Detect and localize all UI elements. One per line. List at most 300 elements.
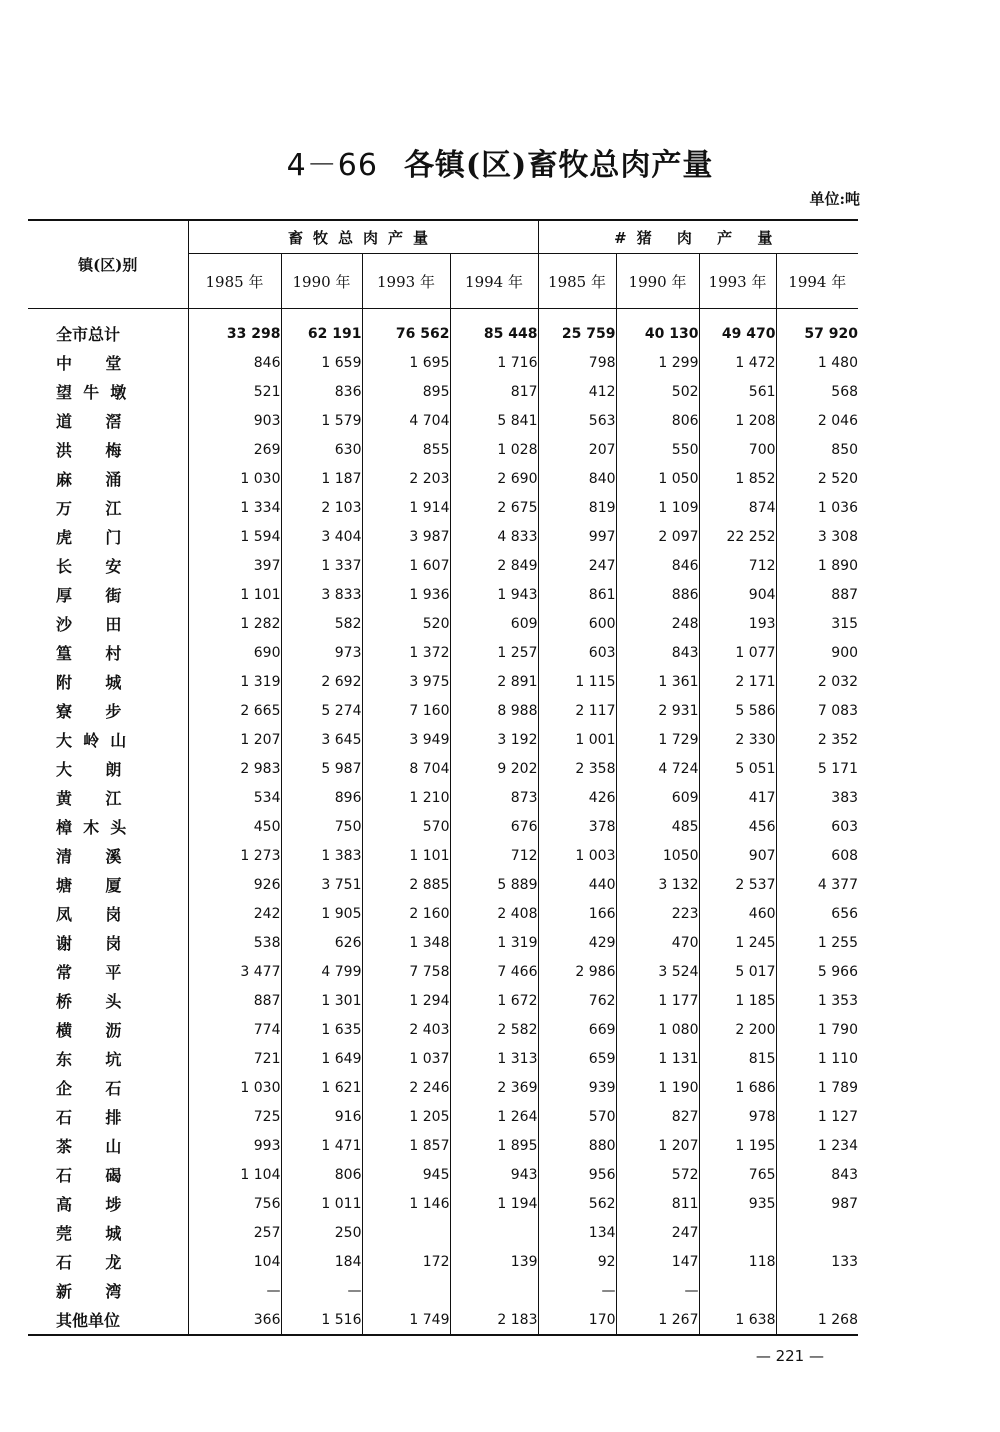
value-cell: 1 028 bbox=[450, 435, 538, 464]
table-row bbox=[28, 1305, 858, 1335]
region-name: 高 埗 bbox=[56, 1195, 122, 1214]
value-cell: 956 bbox=[538, 1160, 616, 1189]
value-cell: 582 bbox=[281, 609, 362, 638]
value-cell: 1 115 bbox=[538, 667, 616, 696]
value-cell: 1 348 bbox=[362, 928, 450, 957]
value-cell: 250 bbox=[281, 1218, 362, 1247]
value-cell: — bbox=[188, 1276, 281, 1305]
value-cell: 538 bbox=[188, 928, 281, 957]
value-cell: 563 bbox=[538, 406, 616, 435]
value-cell: 562 bbox=[538, 1189, 616, 1218]
value-cell: 5 586 bbox=[699, 696, 776, 725]
value-cell: 57 920 bbox=[776, 309, 858, 349]
value-cell: 5 987 bbox=[281, 754, 362, 783]
value-cell: 3 949 bbox=[362, 725, 450, 754]
value-cell: 502 bbox=[616, 377, 699, 406]
value-cell: 700 bbox=[699, 435, 776, 464]
year-header: 1993 年 bbox=[362, 254, 450, 309]
value-cell: 470 bbox=[616, 928, 699, 957]
value-cell: 76 562 bbox=[362, 309, 450, 349]
value-cell: 3 524 bbox=[616, 957, 699, 986]
value-cell: 1 334 bbox=[188, 493, 281, 522]
value-cell: 725 bbox=[188, 1102, 281, 1131]
value-cell: 987 bbox=[776, 1189, 858, 1218]
value-cell: 572 bbox=[616, 1160, 699, 1189]
value-cell: 690 bbox=[188, 638, 281, 667]
value-cell: 798 bbox=[538, 348, 616, 377]
table-row bbox=[28, 377, 858, 406]
value-cell: 2 246 bbox=[362, 1073, 450, 1102]
value-cell: 1 210 bbox=[362, 783, 450, 812]
value-cell: 2 986 bbox=[538, 957, 616, 986]
value-cell: 4 799 bbox=[281, 957, 362, 986]
region-name: 洪 梅 bbox=[56, 441, 122, 460]
value-cell: 426 bbox=[538, 783, 616, 812]
value-cell: 721 bbox=[188, 1044, 281, 1073]
value-cell: 1 672 bbox=[450, 986, 538, 1015]
region-name: 新 湾 bbox=[56, 1282, 122, 1301]
value-cell: 2 692 bbox=[281, 667, 362, 696]
value-cell: 550 bbox=[616, 435, 699, 464]
value-cell: 520 bbox=[362, 609, 450, 638]
value-cell: 827 bbox=[616, 1102, 699, 1131]
value-cell: 843 bbox=[776, 1160, 858, 1189]
table-row bbox=[28, 435, 858, 464]
year-header: 1985 年 bbox=[538, 254, 616, 309]
value-cell: 1 127 bbox=[776, 1102, 858, 1131]
table-row bbox=[28, 551, 858, 580]
value-cell: 945 bbox=[362, 1160, 450, 1189]
table-row bbox=[28, 638, 858, 667]
value-cell: 2 983 bbox=[188, 754, 281, 783]
value-cell: 2 032 bbox=[776, 667, 858, 696]
value-cell: 861 bbox=[538, 580, 616, 609]
value-cell: 1 353 bbox=[776, 986, 858, 1015]
value-cell: 916 bbox=[281, 1102, 362, 1131]
value-cell: 4 724 bbox=[616, 754, 699, 783]
value-cell: 104 bbox=[188, 1247, 281, 1276]
value-cell bbox=[362, 1276, 450, 1305]
value-cell: 765 bbox=[699, 1160, 776, 1189]
region-name: 麻 涌 bbox=[56, 470, 122, 489]
value-cell: 2 358 bbox=[538, 754, 616, 783]
value-cell: 1 257 bbox=[450, 638, 538, 667]
group-header-pork: #猪 肉 产 量 bbox=[538, 220, 858, 254]
value-cell: 3 132 bbox=[616, 870, 699, 899]
value-cell: 2 931 bbox=[616, 696, 699, 725]
value-cell: 2 665 bbox=[188, 696, 281, 725]
value-cell: 3 645 bbox=[281, 725, 362, 754]
value-cell: 1 205 bbox=[362, 1102, 450, 1131]
value-cell: 1 104 bbox=[188, 1160, 281, 1189]
value-cell: 5 841 bbox=[450, 406, 538, 435]
value-cell: 1 077 bbox=[699, 638, 776, 667]
value-cell: 1 383 bbox=[281, 841, 362, 870]
value-cell: 1 185 bbox=[699, 986, 776, 1015]
value-cell: 1 372 bbox=[362, 638, 450, 667]
value-cell: 3 477 bbox=[188, 957, 281, 986]
value-cell: 1 852 bbox=[699, 464, 776, 493]
region-name: 篁 村 bbox=[56, 644, 122, 663]
year-header: 1994 年 bbox=[450, 254, 538, 309]
value-cell: 485 bbox=[616, 812, 699, 841]
value-cell: 2 891 bbox=[450, 667, 538, 696]
value-cell: 1 716 bbox=[450, 348, 538, 377]
value-cell: 1 686 bbox=[699, 1073, 776, 1102]
value-cell: 1 579 bbox=[281, 406, 362, 435]
region-name: 樟 木 头 bbox=[56, 818, 127, 837]
value-cell: 1 194 bbox=[450, 1189, 538, 1218]
value-cell: 850 bbox=[776, 435, 858, 464]
value-cell: 712 bbox=[699, 551, 776, 580]
value-cell: 3 192 bbox=[450, 725, 538, 754]
region-name: 东 坑 bbox=[56, 1050, 122, 1069]
value-cell: 5 051 bbox=[699, 754, 776, 783]
value-cell: 1 361 bbox=[616, 667, 699, 696]
value-cell: 750 bbox=[281, 812, 362, 841]
value-cell: 1 294 bbox=[362, 986, 450, 1015]
value-cell: 3 751 bbox=[281, 870, 362, 899]
page-title bbox=[0, 140, 1000, 184]
value-cell: 1 036 bbox=[776, 493, 858, 522]
value-cell: 843 bbox=[616, 638, 699, 667]
value-cell: 1 649 bbox=[281, 1044, 362, 1073]
value-cell: 1 857 bbox=[362, 1131, 450, 1160]
value-cell: 609 bbox=[616, 783, 699, 812]
table-row bbox=[28, 1189, 858, 1218]
value-cell: 62 191 bbox=[281, 309, 362, 349]
value-cell: 1 943 bbox=[450, 580, 538, 609]
value-cell: 935 bbox=[699, 1189, 776, 1218]
value-cell: 412 bbox=[538, 377, 616, 406]
table-row bbox=[28, 1015, 858, 1044]
table-row bbox=[28, 812, 858, 841]
value-cell: 886 bbox=[616, 580, 699, 609]
year-header: 1993 年 bbox=[699, 254, 776, 309]
value-cell: 659 bbox=[538, 1044, 616, 1073]
value-cell: 1 030 bbox=[188, 464, 281, 493]
value-cell: 846 bbox=[188, 348, 281, 377]
value-cell: 22 252 bbox=[699, 522, 776, 551]
value-cell: 1 480 bbox=[776, 348, 858, 377]
value-cell: 2 582 bbox=[450, 1015, 538, 1044]
table-row bbox=[28, 841, 858, 870]
value-cell: 1 905 bbox=[281, 899, 362, 928]
table-row bbox=[28, 1160, 858, 1189]
value-cell: 608 bbox=[776, 841, 858, 870]
value-cell: 25 759 bbox=[538, 309, 616, 349]
value-cell: 756 bbox=[188, 1189, 281, 1218]
value-cell: 1 471 bbox=[281, 1131, 362, 1160]
value-cell: 1 030 bbox=[188, 1073, 281, 1102]
value-cell: 1 234 bbox=[776, 1131, 858, 1160]
value-cell: 2 183 bbox=[450, 1305, 538, 1335]
value-cell: 3 833 bbox=[281, 580, 362, 609]
region-name: 企 石 bbox=[56, 1079, 122, 1098]
table-row bbox=[28, 309, 858, 349]
value-cell: 2 369 bbox=[450, 1073, 538, 1102]
value-cell: 7 160 bbox=[362, 696, 450, 725]
value-cell: 1 207 bbox=[616, 1131, 699, 1160]
table-row bbox=[28, 1044, 858, 1073]
value-cell bbox=[776, 1276, 858, 1305]
value-cell: 378 bbox=[538, 812, 616, 841]
value-cell: 417 bbox=[699, 783, 776, 812]
value-cell: 1 337 bbox=[281, 551, 362, 580]
value-cell: 397 bbox=[188, 551, 281, 580]
region-name: 石 龙 bbox=[56, 1253, 122, 1272]
table-number: 4－66 bbox=[286, 148, 378, 183]
value-cell: 1 195 bbox=[699, 1131, 776, 1160]
value-cell: 1 789 bbox=[776, 1073, 858, 1102]
value-cell: 170 bbox=[538, 1305, 616, 1335]
value-cell: 2 537 bbox=[699, 870, 776, 899]
value-cell: 1 131 bbox=[616, 1044, 699, 1073]
value-cell: 895 bbox=[362, 377, 450, 406]
value-cell: 147 bbox=[616, 1247, 699, 1276]
value-cell: 460 bbox=[699, 899, 776, 928]
value-cell: 2 352 bbox=[776, 725, 858, 754]
value-cell: 1 890 bbox=[776, 551, 858, 580]
table-row bbox=[28, 986, 858, 1015]
value-cell: 855 bbox=[362, 435, 450, 464]
region-name: 横 沥 bbox=[56, 1021, 122, 1040]
meat-production-table bbox=[28, 219, 858, 1336]
region-name: 沙 田 bbox=[56, 615, 122, 634]
value-cell: 1 313 bbox=[450, 1044, 538, 1073]
table-row bbox=[28, 1276, 858, 1305]
value-cell: 1 190 bbox=[616, 1073, 699, 1102]
region-name: 石 碣 bbox=[56, 1166, 122, 1185]
value-cell: 247 bbox=[538, 551, 616, 580]
value-cell: 1050 bbox=[616, 841, 699, 870]
value-cell: 1 621 bbox=[281, 1073, 362, 1102]
value-cell: 4 833 bbox=[450, 522, 538, 551]
value-cell: 440 bbox=[538, 870, 616, 899]
value-cell: 815 bbox=[699, 1044, 776, 1073]
region-name: 凤 岗 bbox=[56, 905, 122, 924]
region-name: 塘 厦 bbox=[56, 876, 122, 895]
value-cell: 5 171 bbox=[776, 754, 858, 783]
value-cell: 570 bbox=[362, 812, 450, 841]
value-cell: — bbox=[538, 1276, 616, 1305]
value-cell: 2 849 bbox=[450, 551, 538, 580]
value-cell: 3 308 bbox=[776, 522, 858, 551]
value-cell: 8 988 bbox=[450, 696, 538, 725]
value-cell: 1 659 bbox=[281, 348, 362, 377]
region-name: 中 堂 bbox=[56, 354, 122, 373]
value-cell: 242 bbox=[188, 899, 281, 928]
value-cell: 626 bbox=[281, 928, 362, 957]
table-row bbox=[28, 899, 858, 928]
table-row bbox=[28, 493, 858, 522]
value-cell: 1 635 bbox=[281, 1015, 362, 1044]
value-cell: 383 bbox=[776, 783, 858, 812]
value-cell: 193 bbox=[699, 609, 776, 638]
value-cell: 257 bbox=[188, 1218, 281, 1247]
table-row bbox=[28, 406, 858, 435]
value-cell: 1 255 bbox=[776, 928, 858, 957]
value-cell: 1 003 bbox=[538, 841, 616, 870]
page-number: — 221 — bbox=[755, 1347, 824, 1365]
value-cell: 903 bbox=[188, 406, 281, 435]
value-cell: 669 bbox=[538, 1015, 616, 1044]
region-name: 长 安 bbox=[56, 557, 122, 576]
value-cell: 603 bbox=[776, 812, 858, 841]
value-cell: 7 466 bbox=[450, 957, 538, 986]
value-cell: 118 bbox=[699, 1247, 776, 1276]
value-cell: 1 607 bbox=[362, 551, 450, 580]
value-cell: 840 bbox=[538, 464, 616, 493]
value-cell: 836 bbox=[281, 377, 362, 406]
region-name: 桥 头 bbox=[56, 992, 122, 1011]
value-cell: 774 bbox=[188, 1015, 281, 1044]
value-cell: 7 758 bbox=[362, 957, 450, 986]
value-cell: 1 299 bbox=[616, 348, 699, 377]
value-cell: 561 bbox=[699, 377, 776, 406]
region-name: 寮 步 bbox=[56, 702, 122, 721]
value-cell: 1 146 bbox=[362, 1189, 450, 1218]
value-cell: 2 203 bbox=[362, 464, 450, 493]
table-row bbox=[28, 580, 858, 609]
value-cell: 92 bbox=[538, 1247, 616, 1276]
table-row bbox=[28, 1247, 858, 1276]
region-name: 虎 门 bbox=[56, 528, 122, 547]
value-cell: 656 bbox=[776, 899, 858, 928]
region-name: 黄 江 bbox=[56, 789, 122, 808]
value-cell: 676 bbox=[450, 812, 538, 841]
value-cell: 873 bbox=[450, 783, 538, 812]
value-cell: 2 690 bbox=[450, 464, 538, 493]
table-row bbox=[28, 1102, 858, 1131]
table-row bbox=[28, 870, 858, 899]
value-cell: 939 bbox=[538, 1073, 616, 1102]
table-row bbox=[28, 783, 858, 812]
value-cell: 1 268 bbox=[776, 1305, 858, 1335]
value-cell: 134 bbox=[538, 1218, 616, 1247]
value-cell: 630 bbox=[281, 435, 362, 464]
value-cell: 456 bbox=[699, 812, 776, 841]
value-cell: — bbox=[281, 1276, 362, 1305]
value-cell: 184 bbox=[281, 1247, 362, 1276]
region-name: 谢 岗 bbox=[56, 934, 122, 953]
region-name: 茶 山 bbox=[56, 1137, 122, 1156]
value-cell: 1 594 bbox=[188, 522, 281, 551]
table-row bbox=[28, 957, 858, 986]
table-row bbox=[28, 696, 858, 725]
value-cell: 4 704 bbox=[362, 406, 450, 435]
value-cell: 85 448 bbox=[450, 309, 538, 349]
region-name: 万 江 bbox=[56, 499, 122, 518]
region-name: 石 排 bbox=[56, 1108, 122, 1127]
region-name: 其他单位 bbox=[28, 1305, 188, 1335]
value-cell: 49 470 bbox=[699, 309, 776, 349]
value-cell: 1 264 bbox=[450, 1102, 538, 1131]
value-cell: 2 330 bbox=[699, 725, 776, 754]
value-cell: 1 101 bbox=[188, 580, 281, 609]
value-cell: 366 bbox=[188, 1305, 281, 1335]
value-cell: 568 bbox=[776, 377, 858, 406]
region-name: 大 岭 山 bbox=[56, 731, 127, 750]
value-cell: 907 bbox=[699, 841, 776, 870]
value-cell: 1 273 bbox=[188, 841, 281, 870]
value-cell: 521 bbox=[188, 377, 281, 406]
year-header: 1990 年 bbox=[281, 254, 362, 309]
value-cell: 806 bbox=[616, 406, 699, 435]
value-cell: 1 516 bbox=[281, 1305, 362, 1335]
value-cell: 1 319 bbox=[450, 928, 538, 957]
value-cell: 978 bbox=[699, 1102, 776, 1131]
value-cell bbox=[450, 1276, 538, 1305]
value-cell: 1 729 bbox=[616, 725, 699, 754]
value-cell: 2 200 bbox=[699, 1015, 776, 1044]
value-cell: 993 bbox=[188, 1131, 281, 1160]
value-cell: 1 207 bbox=[188, 725, 281, 754]
value-cell: 269 bbox=[188, 435, 281, 464]
value-cell: 874 bbox=[699, 493, 776, 522]
table-row bbox=[28, 1131, 858, 1160]
value-cell: 223 bbox=[616, 899, 699, 928]
value-cell: 2 097 bbox=[616, 522, 699, 551]
value-cell: 609 bbox=[450, 609, 538, 638]
table-row bbox=[28, 754, 858, 783]
value-cell: 1 110 bbox=[776, 1044, 858, 1073]
value-cell: 2 675 bbox=[450, 493, 538, 522]
value-cell: 534 bbox=[188, 783, 281, 812]
value-cell: 570 bbox=[538, 1102, 616, 1131]
value-cell bbox=[699, 1218, 776, 1247]
value-cell: 2 160 bbox=[362, 899, 450, 928]
value-cell: 973 bbox=[281, 638, 362, 667]
value-cell: 1 936 bbox=[362, 580, 450, 609]
value-cell: 811 bbox=[616, 1189, 699, 1218]
value-cell: 1 749 bbox=[362, 1305, 450, 1335]
year-header: 1990 年 bbox=[616, 254, 699, 309]
value-cell: 880 bbox=[538, 1131, 616, 1160]
value-cell: 1 011 bbox=[281, 1189, 362, 1218]
value-cell: 900 bbox=[776, 638, 858, 667]
value-cell: 1 001 bbox=[538, 725, 616, 754]
value-cell: 2 408 bbox=[450, 899, 538, 928]
value-cell: 1 319 bbox=[188, 667, 281, 696]
table-row bbox=[28, 725, 858, 754]
value-cell: 40 130 bbox=[616, 309, 699, 349]
table-title: 各镇(区)畜牧总肉产量 bbox=[403, 148, 714, 183]
value-cell: 943 bbox=[450, 1160, 538, 1189]
table-row bbox=[28, 667, 858, 696]
value-cell: 139 bbox=[450, 1247, 538, 1276]
region-name: 望 牛 墩 bbox=[56, 383, 127, 402]
region-name: 厚 街 bbox=[56, 586, 122, 605]
region-name: 附 城 bbox=[56, 673, 122, 692]
value-cell: 172 bbox=[362, 1247, 450, 1276]
table-row bbox=[28, 609, 858, 638]
value-cell: 315 bbox=[776, 609, 858, 638]
value-cell: 166 bbox=[538, 899, 616, 928]
region-name: 全市总计 bbox=[56, 325, 121, 344]
value-cell: 887 bbox=[776, 580, 858, 609]
value-cell: 846 bbox=[616, 551, 699, 580]
region-name: 常 平 bbox=[56, 963, 122, 982]
value-cell: 1 282 bbox=[188, 609, 281, 638]
table-row bbox=[28, 1218, 858, 1247]
value-cell: 3 404 bbox=[281, 522, 362, 551]
value-cell: 603 bbox=[538, 638, 616, 667]
value-cell: 1 101 bbox=[362, 841, 450, 870]
value-cell: 2 046 bbox=[776, 406, 858, 435]
table-row bbox=[28, 928, 858, 957]
value-cell: 1 790 bbox=[776, 1015, 858, 1044]
